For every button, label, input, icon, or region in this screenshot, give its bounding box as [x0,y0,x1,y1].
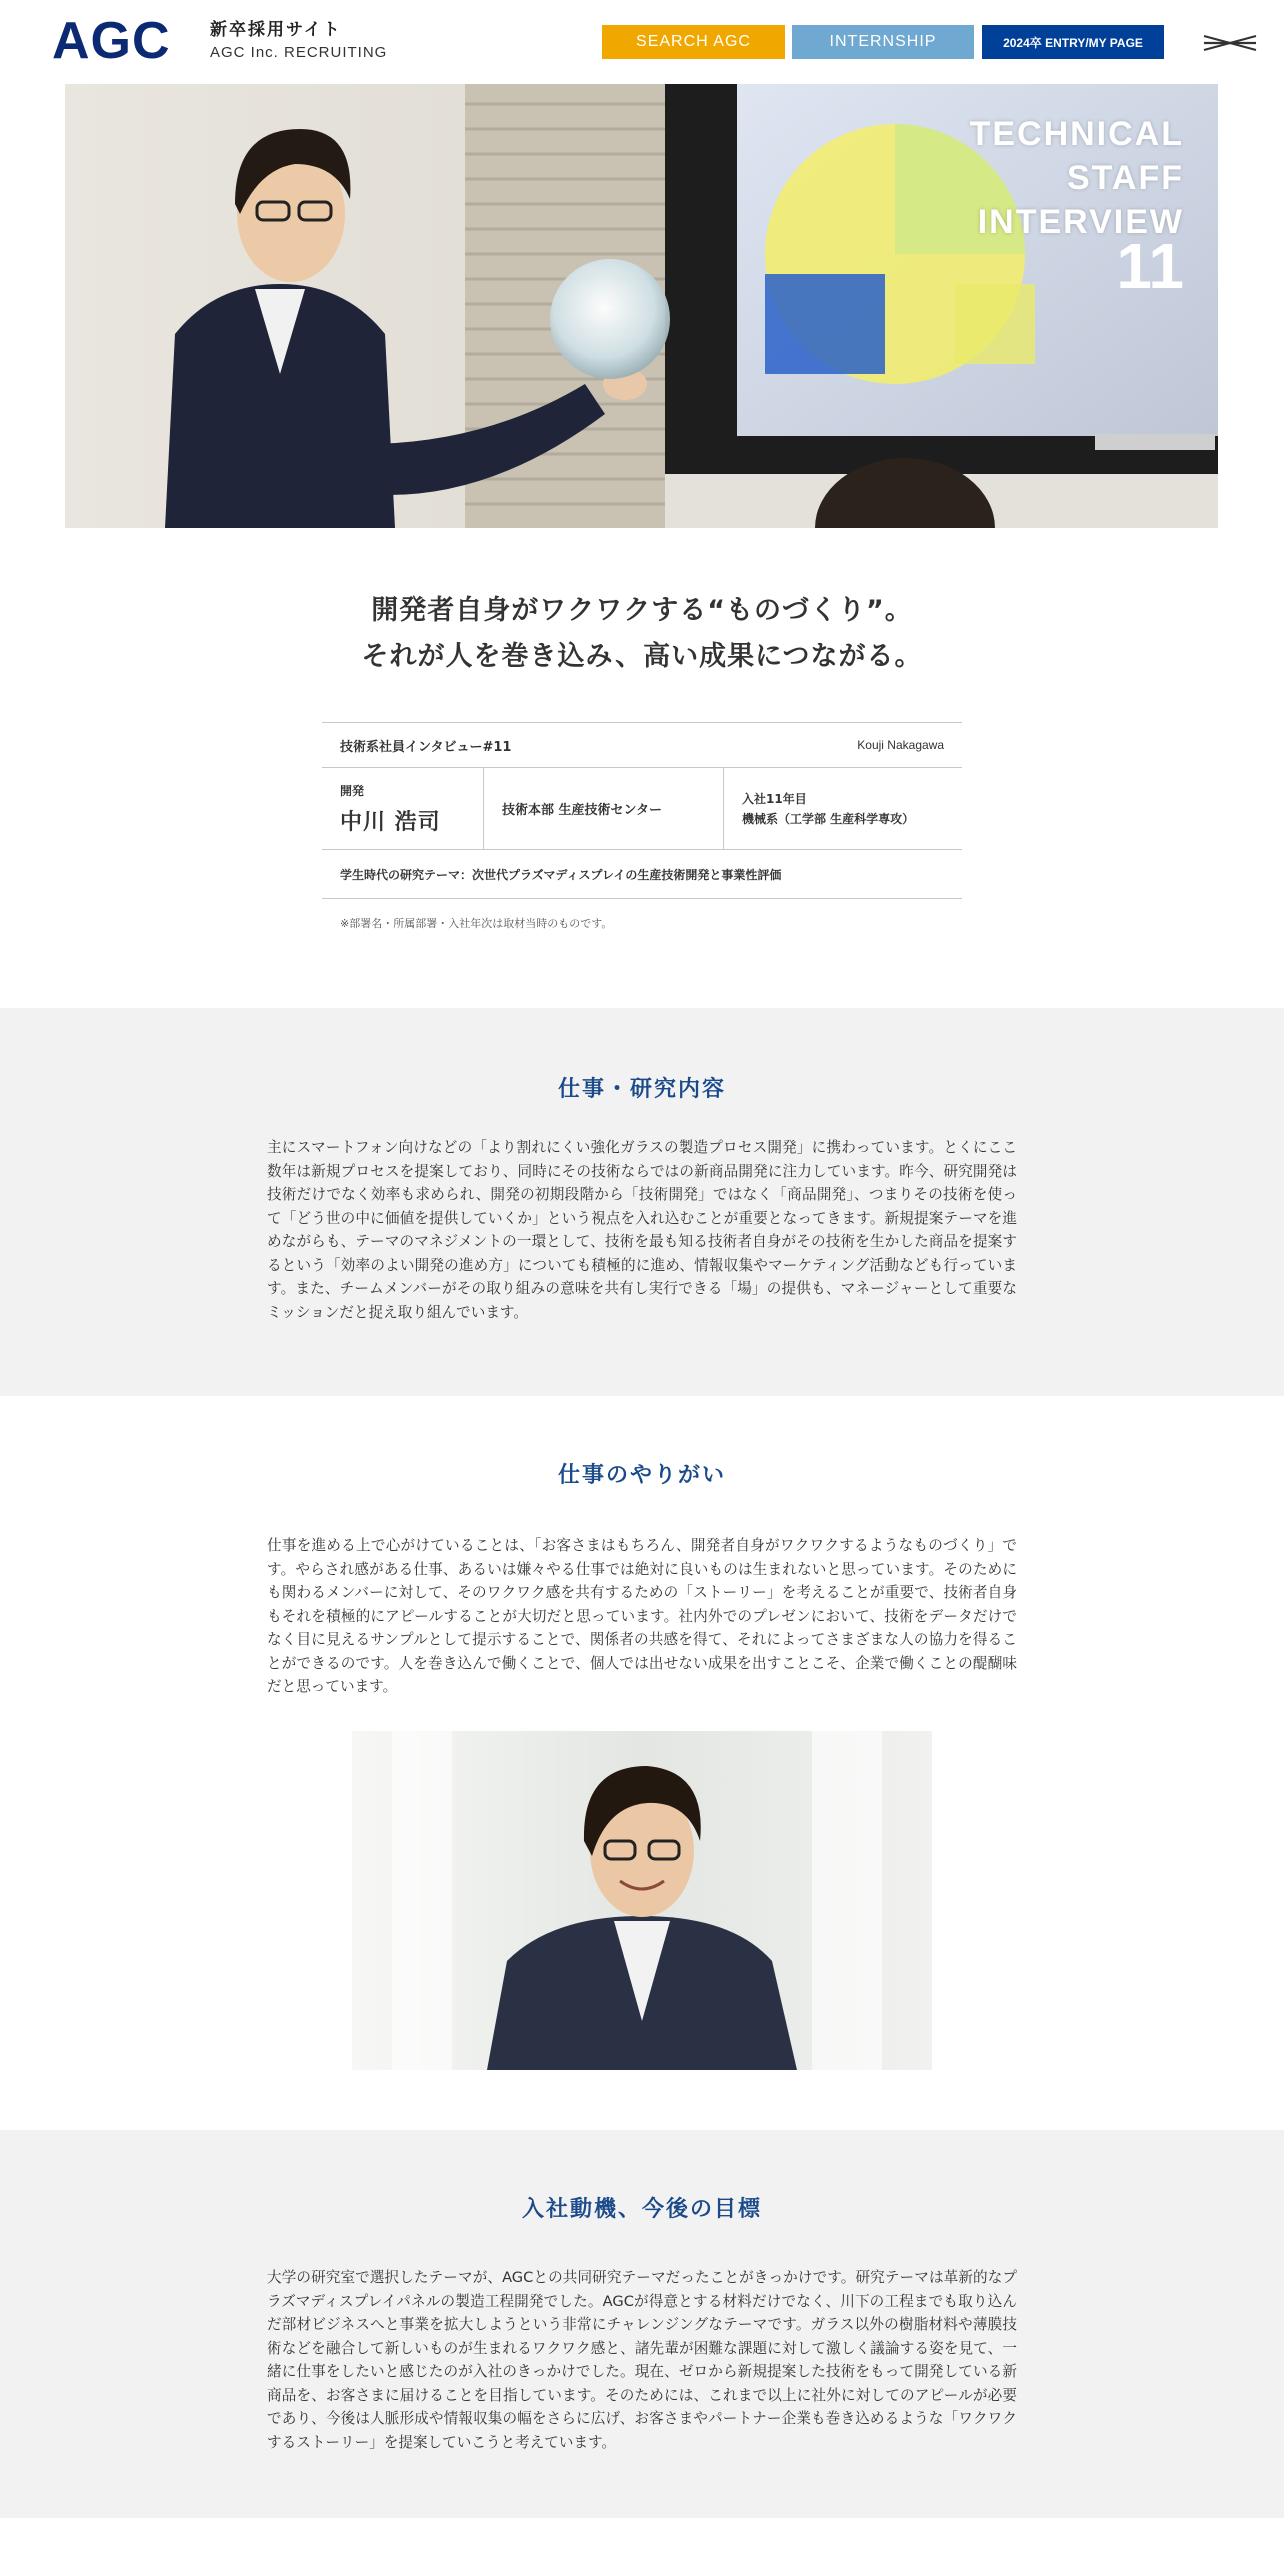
interview-series: 技術系社員インタビュー#11 [340,739,512,755]
internship-button[interactable]: INTERNSHIP [792,25,974,59]
profile-header-row [322,722,962,767]
division-cell: 技術本部 生産技術センター [484,768,724,849]
portrait-photo [352,1731,932,2070]
section-motivation-goals [0,2130,1284,2518]
hero-title-line2: STAFF [1066,159,1184,197]
catch-line1: 開発者自身がワクワクする“ものづくり”。 [371,595,913,626]
portrait-image [352,1731,932,2070]
section-body: 大学の研究室で選択したテーマが、AGCとの共同研究テーマだったことがきっかけです。研究テーマは革新的なプラズマディスプレイパネルの製造工程開発でした。AGCが得意とする材料だけでなく、川下の工程までも取り込んだ部材ビジネスへと事業を拡大しようという非常にチャレンジングなテーマです。ガラス以外の樹脂材料や薄膜技術などを融合して新しいものが生まれるワクワク感と、諸先輩が困難な課題に対して激しく議論する姿を見て、一緒に仕事をしたいと感じたのが入社のきっかけでした。現在、ゼロから新規提案した技術をもって開発している新商品を、お客さまに届けることを目指しています。そのためには、これまで以上に社外に対してのアピールが必要であり、今後は人脈形成や情報収集の幅をさらに広げ、お客さまやパートナー企業も巻き込めるような「ワクワクするストーリー」を提案していこうと考えています。 [267,2269,1017,2451]
agc-logo[interactable] [52,12,171,70]
menu-icon[interactable] [1200,26,1260,60]
site-title-en: AGC Inc. RECRUITING [210,44,388,62]
employee-name: 中川 浩司 [340,810,441,835]
site-header [0,0,1284,84]
career-cell [724,768,962,849]
catch-line2: それが人を巻き込み、高い成果につながる。 [361,641,923,672]
research-theme: 学生時代の研究テーマ：次世代プラズマディスプレイの生産技術開発と事業性評価 [322,849,962,899]
search-agc-button[interactable]: SEARCH AGC [602,25,785,59]
section-body: 仕事を進める上で心がけていることは、「お客さまはもちろん、開発者自身がワクワクするようなものづくり」です。やらされ感がある仕事、あるいは嫌々やる仕事では絶対に良いものは生まれないと思っています。そのためにも関わるメンバーに対して、そのワクワク感を共有するための「ストーリー」を考えることが重要で、技術者自身もそれを積極的にアピールすることが大切だと思っています。社内外でのプレゼンにおいて、技術をデータだけでなく目に見えるサンプルとして提示することで、関係者の共感を得て、それによってさまざまな人の協力を得ることができるのです。人を巻き込んで働くことで、個人では出せない成果を出すことこそ、企業で働くことの醍醐味だと思っています。 [267,1537,1017,1695]
hero-banner [65,84,1218,528]
profile-name-cell [322,768,484,849]
profile-note: ※部署名・所属部署・入社年次は取材当時のものです。 [340,917,613,930]
section-title: 仕事・研究内容 [557,1077,726,1102]
logo-text: AGC [52,12,171,70]
profile-info-row [322,767,962,849]
hero-title-line1: TECHNICAL [969,115,1184,153]
years-of-service: 入社11年目 [742,791,807,806]
dept-label: 開発 [340,784,365,798]
hero-title [970,112,1184,244]
section-title: 仕事のやりがい [557,1463,726,1488]
interview-number: 11 [1116,230,1184,302]
name-english: Kouji Nakagawa [857,738,944,752]
site-title-ja: 新卒採用サイト [210,20,342,40]
hero-title-line3: INTERVIEW [977,203,1184,241]
academic-major: 機械系（工学部 生産科学専攻） [742,811,915,826]
section-title: 入社動機、今後の目標 [521,2197,762,2222]
profile-table [322,722,962,931]
section-work-content [0,1008,1284,1396]
catch-copy [0,588,1284,680]
entry-mypage-button[interactable]: 2024卒 ENTRY/MY PAGE [982,25,1164,59]
section-body: 主にスマートフォン向けなどの「より割れにくい強化ガラスの製造プロセス開発」に携わっています。とくにここ数年は新規プロセスを提案しており、同時にその技術ならではの新商品開発に注力しています。昨今、研究開発は技術だけでなく効率も求められ、開発の初期段階から「技術開発」ではなく「商品開発」、つまりその技術を使って「どう世の中に価値を提供していくか」という視点を入れ込むことが重要となってきます。新規提案テーマを進めながらも、テーマのマネジメントの一環として、技術を最も知る技術者自身がその技術を生かした商品を提案するという「効率のよい開発の進め方」についても積極的に進め、情報収集やマーケティング活動なども行っています。また、チームメンバーがその取り組みの意味を共有し実行できる「場」の提供も、マネージャーとして重要なミッションだと捉え取り組んでいます。 [267,1139,1017,1321]
site-title[interactable] [210,20,387,62]
